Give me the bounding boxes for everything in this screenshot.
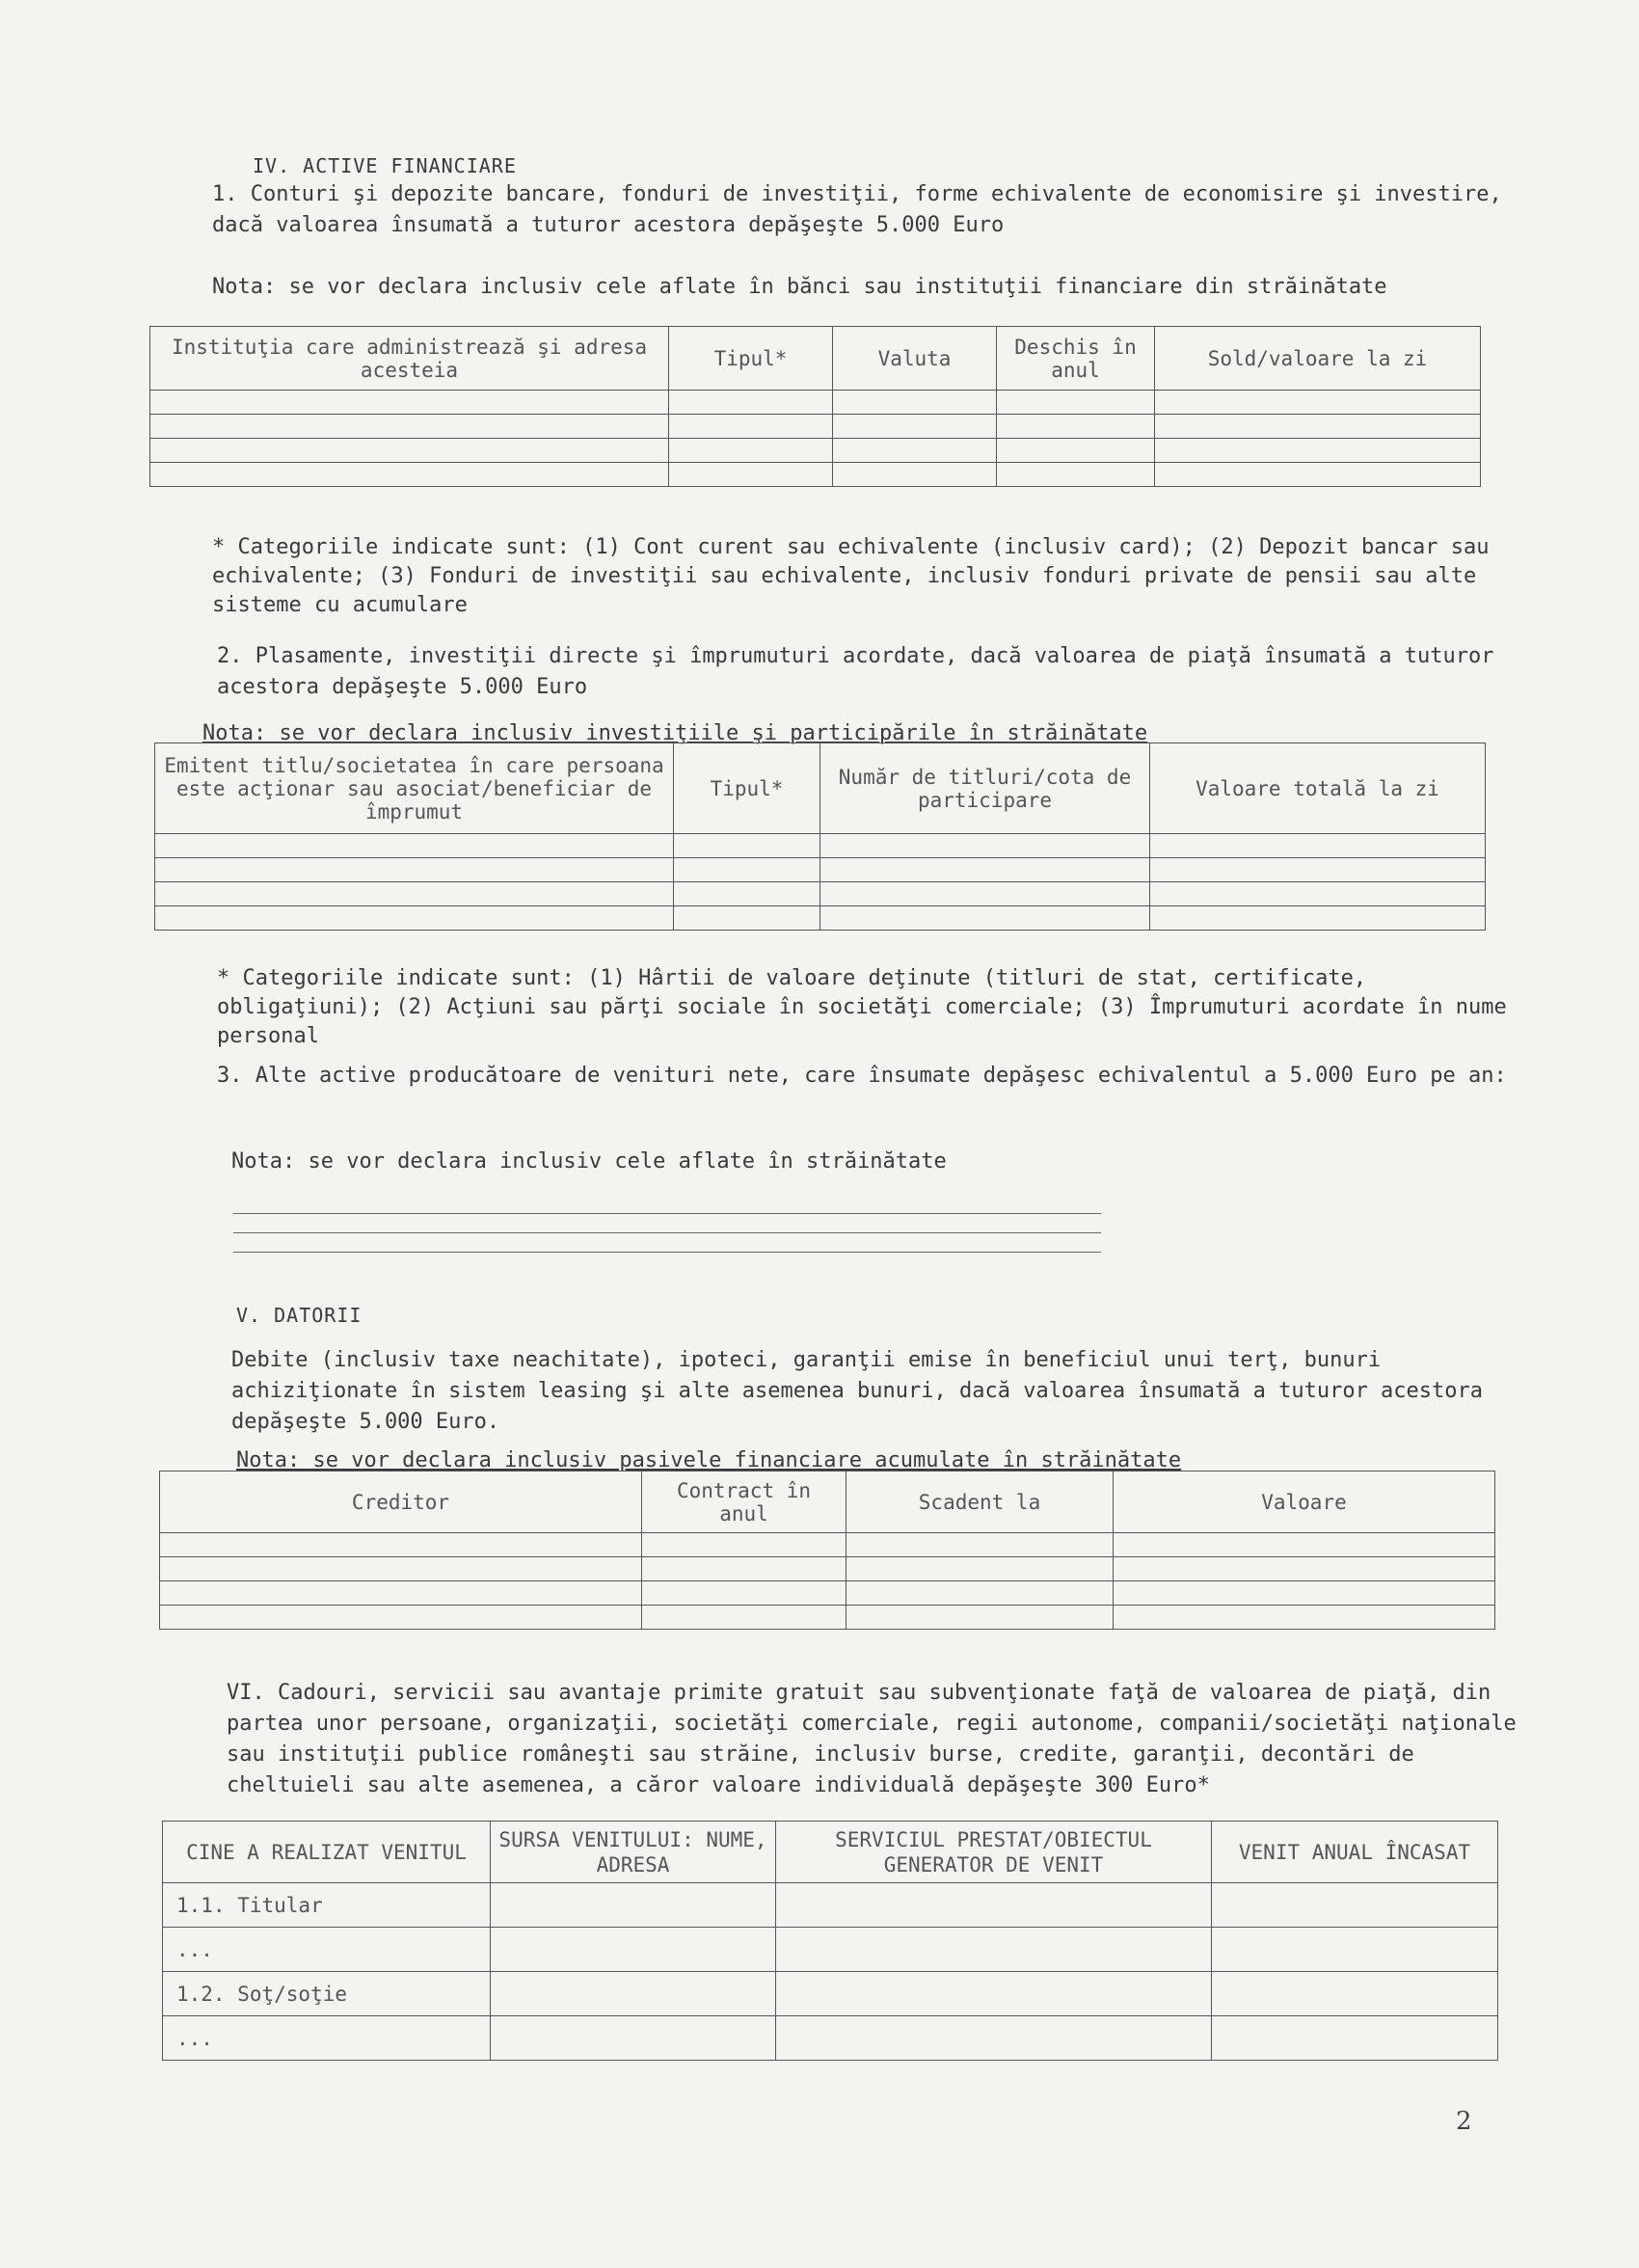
section-v-note: Nota: se vor declara inclusiv pasivele financiare acumulate în străinătate: [236, 1448, 1182, 1472]
table-row: [150, 415, 1481, 439]
blank-line: [233, 1232, 1101, 1233]
section-iv-1-footnote: * Categoriile indicate sunt: (1) Cont curent sau echivalente (inclusiv card); (2) Depozit bancar sau echivalente; (3) Fonduri de investiţii sau echivalente, inclusiv fonduri private de pensii sau alte sisteme cu acumulare: [212, 535, 1490, 617]
table-row: [150, 391, 1481, 415]
table-row: [150, 439, 1481, 463]
col-creditor: Creditor: [160, 1472, 642, 1533]
col-type: Tipul*: [674, 743, 820, 834]
col-type: Tipul*: [669, 327, 833, 391]
col-institution: Instituţia care administrează şi adresa acesteia: [150, 327, 669, 391]
section-iv-3-text: 3. Alte active producătoare de venituri nete, care însumate depăşesc echivalentul a 5.000 Euro pe an:: [217, 1064, 1507, 1088]
table-row: [163, 1972, 1498, 2016]
section-v-text: Debite (inclusiv taxe neachitate), ipoteci, garanţii emise în beneficiul unui terţ, bunuri achiziţionate în sistem leasing şi alte asemenea bunuri, dacă valoarea însumată a tuturor acestora depăşeşte 5.000 Euro.: [231, 1348, 1484, 1434]
row-label: 1.2. Soţ/soţie: [163, 1972, 491, 2016]
section-iv-title: IV. ACTIVE FINANCIARE: [253, 154, 517, 177]
col-service: SERVICIUL PRESTAT/OBIECTUL GENERATOR DE VENIT: [776, 1822, 1212, 1883]
blank-line: [233, 1213, 1101, 1214]
debts-table: [159, 1471, 1495, 1630]
table-row: [155, 858, 1486, 882]
table-row: [160, 1533, 1495, 1557]
col-balance: Sold/valoare la zi: [1155, 327, 1481, 391]
row-label: 1.1. Titular: [163, 1883, 491, 1928]
table-row: [160, 1606, 1495, 1630]
table-row: [160, 1581, 1495, 1606]
investments-table: [154, 742, 1486, 931]
section-v-title: V. DATORII: [236, 1304, 363, 1327]
table-row: [163, 2016, 1498, 2061]
bank-accounts-table: [149, 326, 1481, 487]
col-who: CINE A REALIZAT VENITUL: [163, 1822, 491, 1883]
row-label: ...: [163, 2016, 491, 2061]
blank-line: [233, 1252, 1101, 1253]
section-iv-1-text: 1. Conturi şi depozite bancare, fonduri de investiţii, forme echivalente de economisire şi investire, dacă valoarea însumată a tuturor acestora depăşeşte 5.000 Euro: [212, 182, 1502, 237]
table-row: [163, 1928, 1498, 1972]
table-row: [155, 834, 1486, 858]
col-value: Valoare: [1114, 1472, 1495, 1533]
section-iv-3-note: Nota: se vor declara inclusiv cele aflate în străinătate: [231, 1149, 947, 1174]
table-row: [155, 906, 1486, 931]
gifts-table: [162, 1821, 1498, 2061]
col-due-date: Scadent la: [846, 1472, 1114, 1533]
section-iv-1-note: Nota: se vor declara inclusiv cele aflate în bănci sau instituţii financiare din străinătate: [212, 275, 1387, 299]
section-vi-text: VI. Cadouri, servicii sau avantaje primite gratuit sau subvenţionate faţă de valoarea de piaţă, din partea unor persoane, organizaţii, societăţi comerciale, regii autonome, companii/societăţi naţionale sau instituţii publice româneşti sau străine, inclusiv burse, credite, garanţii, decontări de cheltuieli sau alte asemenea, a căror valoare individuală depăşeşte 300 Euro*: [227, 1681, 1517, 1797]
col-annual-income: VENIT ANUAL ÎNCASAT: [1212, 1822, 1498, 1883]
section-iv-2-text: 2. Plasamente, investiţii directe şi împrumuturi acordate, dacă valoarea de piaţă însumată a tuturor acestora depăşeşte 5.000 Euro: [217, 644, 1494, 699]
table-row: [155, 882, 1486, 906]
row-label: ...: [163, 1928, 491, 1972]
table-row: [150, 463, 1481, 487]
col-source: SURSA VENITULUI: NUME, ADRESA: [491, 1822, 776, 1883]
section-iv-2-note: Nota: se vor declara inclusiv investiţiile şi participările în străinătate: [202, 721, 1148, 745]
section-iv-2-footnote: * Categoriile indicate sunt: (1) Hârtii de valoare deţinute (titluri de stat, certificate, obligaţiuni); (2) Acţiuni sau părţi sociale în societăţi comerciale; (3) Împrumuturi acordate în nume personal: [217, 966, 1507, 1048]
table-row: [163, 1883, 1498, 1928]
col-currency: Valuta: [833, 327, 997, 391]
col-opened-year: Deschis în anul: [997, 327, 1155, 391]
col-issuer: Emitent titlu/societatea în care persoana este acţionar sau asociat/beneficiar de împrumut: [155, 743, 674, 834]
col-shares: Număr de titluri/cota de participare: [820, 743, 1150, 834]
col-contract-year: Contract în anul: [642, 1472, 846, 1533]
page-number: 2: [1456, 2107, 1472, 2136]
table-row: [160, 1557, 1495, 1581]
col-total-value: Valoare totală la zi: [1150, 743, 1486, 834]
